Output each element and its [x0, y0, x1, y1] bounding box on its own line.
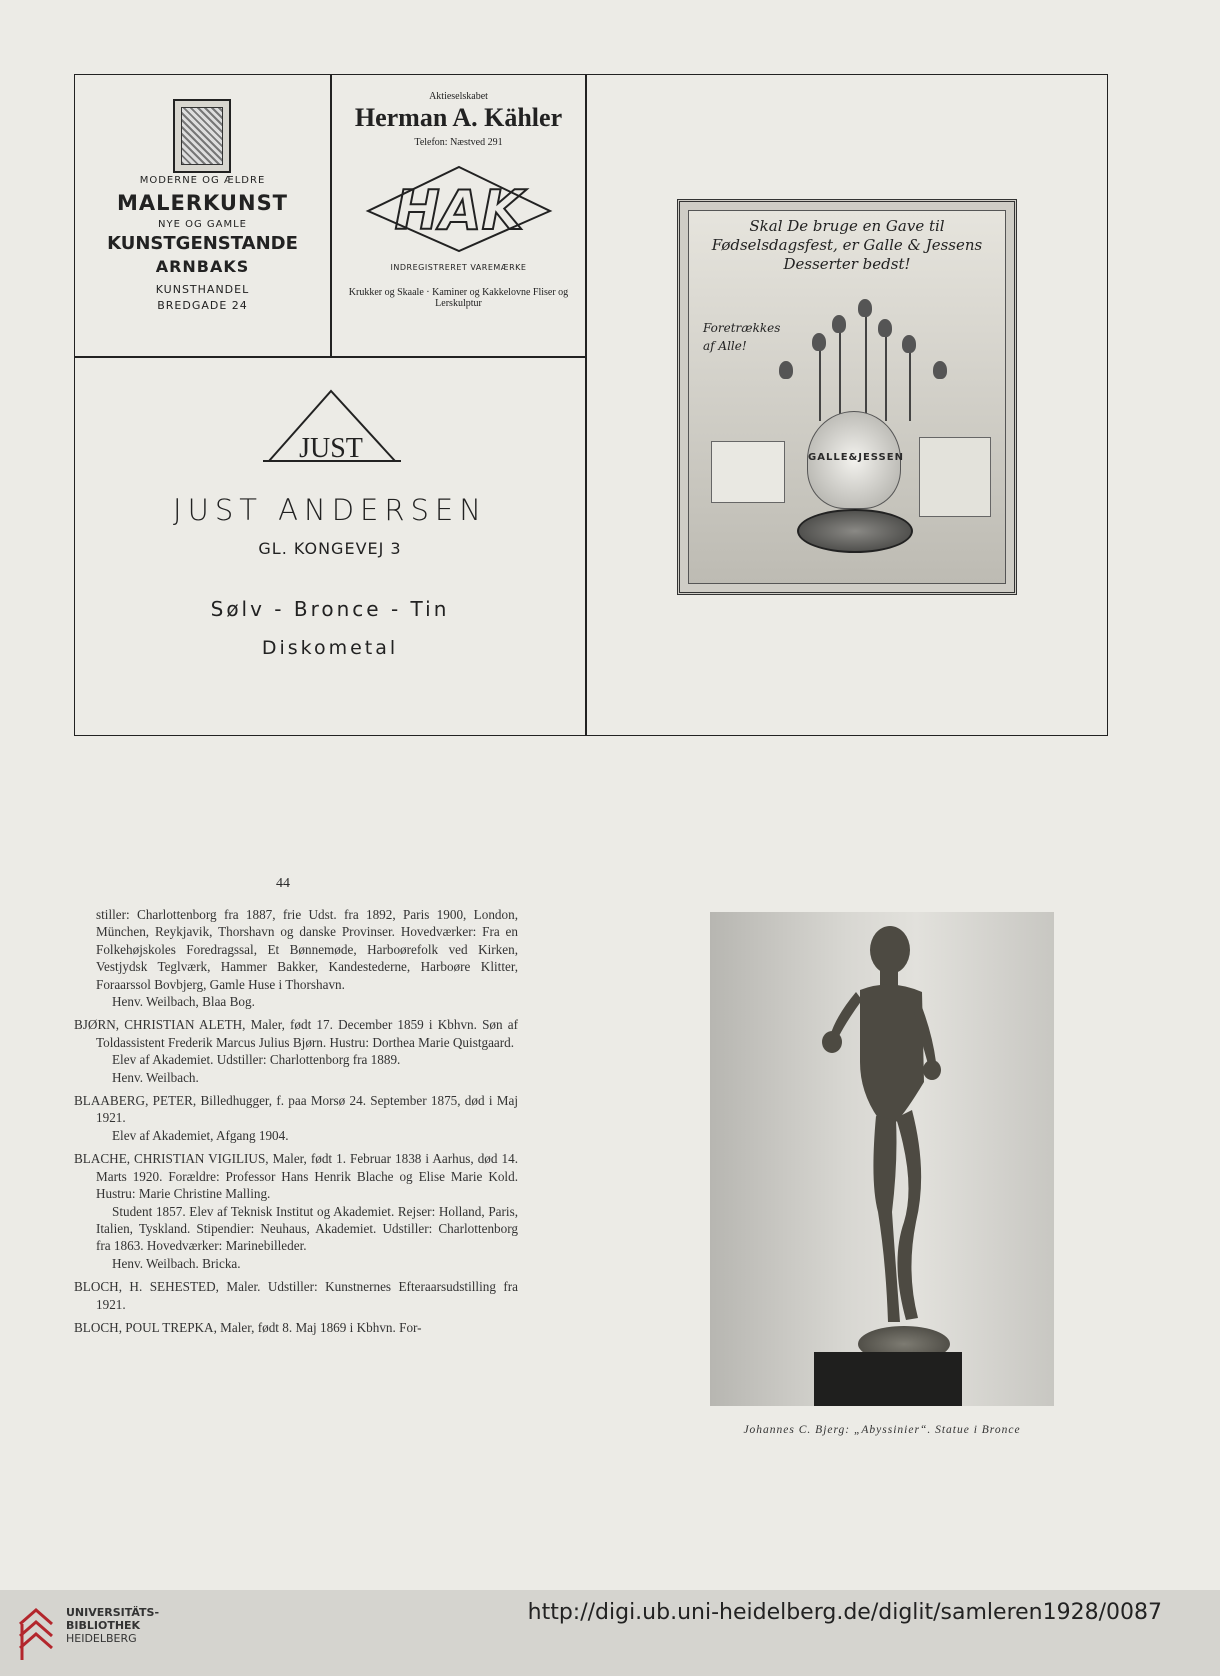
- hak-logo-icon: [364, 163, 554, 253]
- just-product: Diskometal: [261, 637, 399, 659]
- galle-vase: [807, 411, 904, 509]
- reference: Henv. Weilbach. Bricka.: [112, 1255, 241, 1271]
- kahler-ad: [332, 75, 585, 355]
- galle-slogan: Skal De bruge en Gave til Fødselsdagsfest, er Galle & Jessens Desserter bedst!: [711, 217, 983, 273]
- kahler-trademark: INDREGISTRERET VAREMÆRKE: [390, 263, 527, 272]
- paragraph: stiller: Charlottenborg fra 1887, frie Udst. fra 1892, Paris 1900, London, München, Reykjavik, Thorshavn og danske Provinser. Hovedværker: Fra en Folkehøjskoles Foredragssal, Et Bønnemøde, Harboørefolk ved Kirken, Vestjydsk Teglværk, Hammer Bakker, Kandestederne, Harboøre Klitter, Foraarssol Bovbjerg, Gamle Huse i Thorshavn.: [96, 907, 518, 992]
- paragraph: Elev af Akademiet, Afgang 1904.: [112, 1127, 289, 1143]
- library-line: HEIDELBERG: [66, 1632, 137, 1645]
- footer-bar: [0, 1590, 1220, 1676]
- library-line: BIBLIOTHEK: [66, 1619, 141, 1632]
- just-andersen-ad: [75, 357, 585, 737]
- article-text: [74, 906, 518, 1336]
- entry-blaaberg: BLAABERG, PETER, Billedhugger, f. paa Morsø 24. September 1875, død i Maj 1921.: [74, 1093, 518, 1126]
- reference: Henv. Weilbach.: [112, 1069, 199, 1085]
- photo-caption: Johannes C. Bjerg: „Abyssinier“. Statue i Bronce: [743, 1424, 1021, 1436]
- arnbak-line: KUNSTGENSTANDE: [107, 233, 298, 254]
- arnbak-line: MALERKUNST: [116, 191, 289, 215]
- arnbak-line: KUNSTHANDEL: [155, 283, 250, 296]
- kahler-company-type: Aktieselskabet: [429, 91, 488, 102]
- just-name: JUST ANDERSEN: [173, 493, 487, 527]
- kahler-products: Krukker og Skaale · Kaminer og Kakkelovne Fliser og Lerskulptur: [348, 287, 569, 309]
- arnbak-logo-icon: [173, 99, 231, 173]
- reference: Henv. Weilbach, Blaa Bog.: [112, 994, 255, 1010]
- gift-box: [919, 437, 991, 517]
- source-url-link[interactable]: http://digi.ub.uni-heidelberg.de/diglit/samleren1928/0087: [527, 1600, 1162, 1625]
- dessert-tin: [797, 509, 913, 553]
- advertisement-panel: [74, 74, 1108, 736]
- paragraph: Elev af Akademiet. Udstiller: Charlottenborg fra 1889.: [112, 1052, 401, 1068]
- just-materials: Sølv - Bronce - Tin: [210, 597, 450, 621]
- gift-box: [711, 441, 785, 503]
- entry-bjorn: BJØRN, CHRISTIAN ALETH, Maler, født 17. December 1859 i Kbhvn. Søn af Toldassistent Frederik Marcus Julius Bjørn. Hustru: Dorthea Marie Quistgaard.: [74, 1017, 518, 1050]
- paragraph: Student 1857. Elev af Teknisk Institut og Akademiet. Rejser: Holland, Paris, Italien, Tyskland. Stipendier: Neuhaus, Akademiet. Udstiller: Charlottenborg fra 1863. Hovedværker: Marinebilleder.: [96, 1203, 518, 1254]
- just-logo-icon: [259, 385, 403, 465]
- entry-bloch-poul: BLOCH, POUL TREPKA, Maler, født 8. Maj 1869 i Kbhvn. For-: [74, 1319, 422, 1335]
- entry-blache: BLACHE, CHRISTIAN VIGILIUS, Maler, født 1. Februar 1838 i Aarhus, død 14. Marts 1920. Forældre: Professor Hans Henrik Blache og Elise Marie Kold. Hustru: Marie Christine Malling.: [74, 1151, 518, 1202]
- kahler-name: Herman A. Kähler: [354, 103, 563, 132]
- library-name: [66, 1606, 159, 1645]
- galle-jessen-ad-picture: [677, 199, 1017, 595]
- arnbak-line: ARNBAKS: [155, 257, 250, 276]
- arnbak-ad: [75, 75, 330, 355]
- just-logo-text: JUST: [299, 433, 363, 464]
- page-number: 44: [276, 876, 290, 891]
- galle-sub: Foretrækkes af Alle!: [703, 321, 781, 353]
- arnbak-line: MODERNE OG ÆLDRE: [139, 175, 266, 186]
- galle-brand: GALLE&JESSEN: [808, 452, 904, 463]
- statue-plinth: [814, 1352, 962, 1406]
- arnbak-line: BREDGADE 24: [157, 299, 248, 312]
- library-line: UNIVERSITÄTS-: [66, 1606, 160, 1619]
- entry-bloch-h: BLOCH, H. SEHESTED, Maler. Udstiller: Kunstnernes Efteraarsudstilling fra 1921.: [74, 1279, 518, 1312]
- arnbak-line: NYE OG GAMLE: [158, 219, 247, 230]
- just-address: GL. KONGEVEJ 3: [258, 539, 402, 558]
- statue-photo: [710, 912, 1054, 1406]
- kahler-phone: Telefon: Næstved 291: [414, 137, 503, 148]
- hak-mark: HAK: [394, 179, 524, 242]
- university-library-logo-icon: [14, 1604, 58, 1664]
